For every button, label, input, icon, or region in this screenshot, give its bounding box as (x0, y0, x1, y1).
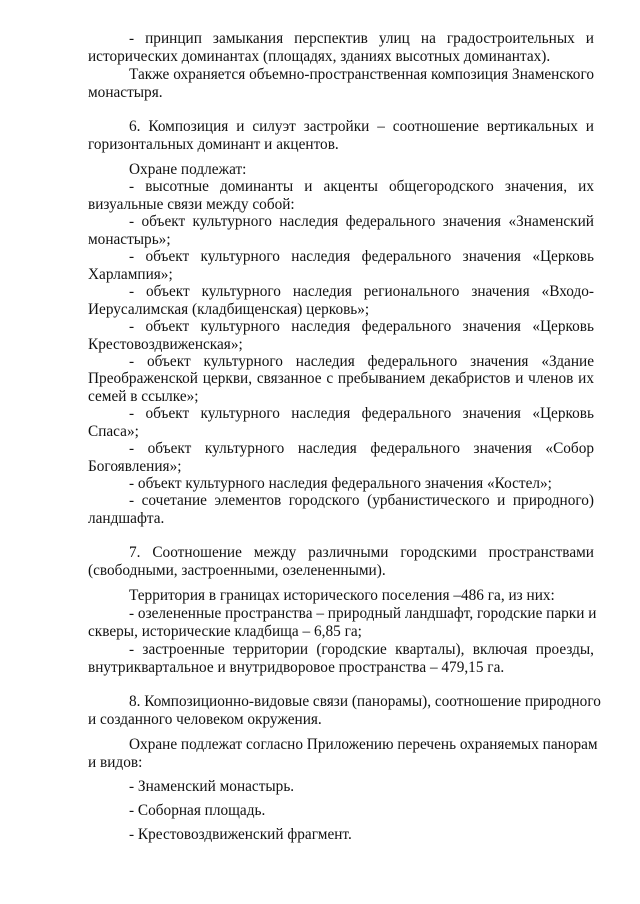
list-item: - объект культурного наследия федерального значения «Собор (129, 440, 594, 457)
section-heading: 7. Соотношение между различными городскими пространствами (129, 544, 594, 561)
section-heading-cont: горизонтальных доминант и акцентов. (88, 136, 339, 153)
list-item: - Крестовоздвиженский фрагмент. (129, 826, 352, 843)
section-heading: 6. Композиция и силуэт застройки – соотношение вертикальных и (129, 118, 594, 135)
text-line: исторических доминантах (площадях, зданиях высотных доминантах). (88, 48, 551, 65)
list-item: - объект культурного наследия федерального значения «Церковь (129, 248, 594, 265)
text-line: Охране подлежат: (129, 161, 247, 178)
text-line: - принцип замыкания перспектив улиц на градостроительных и (129, 30, 594, 47)
text-line: семей в ссылке»; (88, 388, 199, 405)
text-line: Также охраняется объемно-пространственная композиция Знаменского (129, 66, 594, 83)
text-line: визуальные связи между собой: (88, 196, 295, 213)
list-item: - Знаменский монастырь. (129, 778, 295, 795)
list-item: - объект культурного наследия федерального значения «Здание (129, 353, 594, 370)
section-heading-cont: (свободными, застроенными, озелененными). (88, 562, 386, 579)
list-item: - объект культурного наследия регионального значения «Входо- (129, 283, 594, 300)
list-item: - озелененные пространства – природный ландшафт, городские парки и (129, 605, 597, 622)
text-line: Спаса»; (88, 423, 139, 440)
list-item: - объект культурного наследия федерального значения «Знаменский (129, 213, 594, 230)
text-line: Охране подлежат согласно Приложению перечень охраняемых панорам (129, 736, 598, 753)
text-line: Территория в границах исторического поселения –486 га, из них: (129, 587, 555, 604)
text-line: монастырь»; (88, 231, 171, 248)
list-item: - объект культурного наследия федерального значения «Церковь (129, 318, 594, 335)
list-item: - объект культурного наследия федерального значения «Костел»; (129, 475, 552, 492)
text-line: внутриквартальное и внутридворовое пространства – 479,15 га. (88, 659, 505, 676)
list-item: - объект культурного наследия федерального значения «Церковь (129, 405, 594, 422)
text-line: Иерусалимская (кладбищенская) церковь»; (88, 301, 370, 318)
list-item: - застроенные территории (городские кварталы), включая проезды, (129, 641, 594, 658)
text-line: Харлампия»; (88, 266, 173, 283)
list-item: - высотные доминанты и акценты общегородского значения, их (129, 178, 594, 195)
text-line: скверы, исторические кладбища – 6,85 га; (88, 623, 362, 640)
section-heading-cont: и созданного человеком окружения. (88, 711, 322, 728)
text-line: монастыря. (88, 84, 163, 101)
text-line: и видов: (88, 754, 143, 771)
list-item: - сочетание элементов городского (урбанистического и природного) (129, 492, 594, 509)
text-line: Преображенской церкви, связанное с пребыванием декабристов и членов их (88, 370, 594, 387)
text-line: Богоявления»; (88, 458, 182, 475)
section-heading: 8. Композиционно-видовые связи (панорамы), соотношение природного (129, 693, 601, 710)
text-line: Крестовоздвиженская»; (88, 336, 243, 353)
text-line: ландшафта. (88, 510, 165, 527)
list-item: - Соборная площадь. (129, 802, 266, 819)
